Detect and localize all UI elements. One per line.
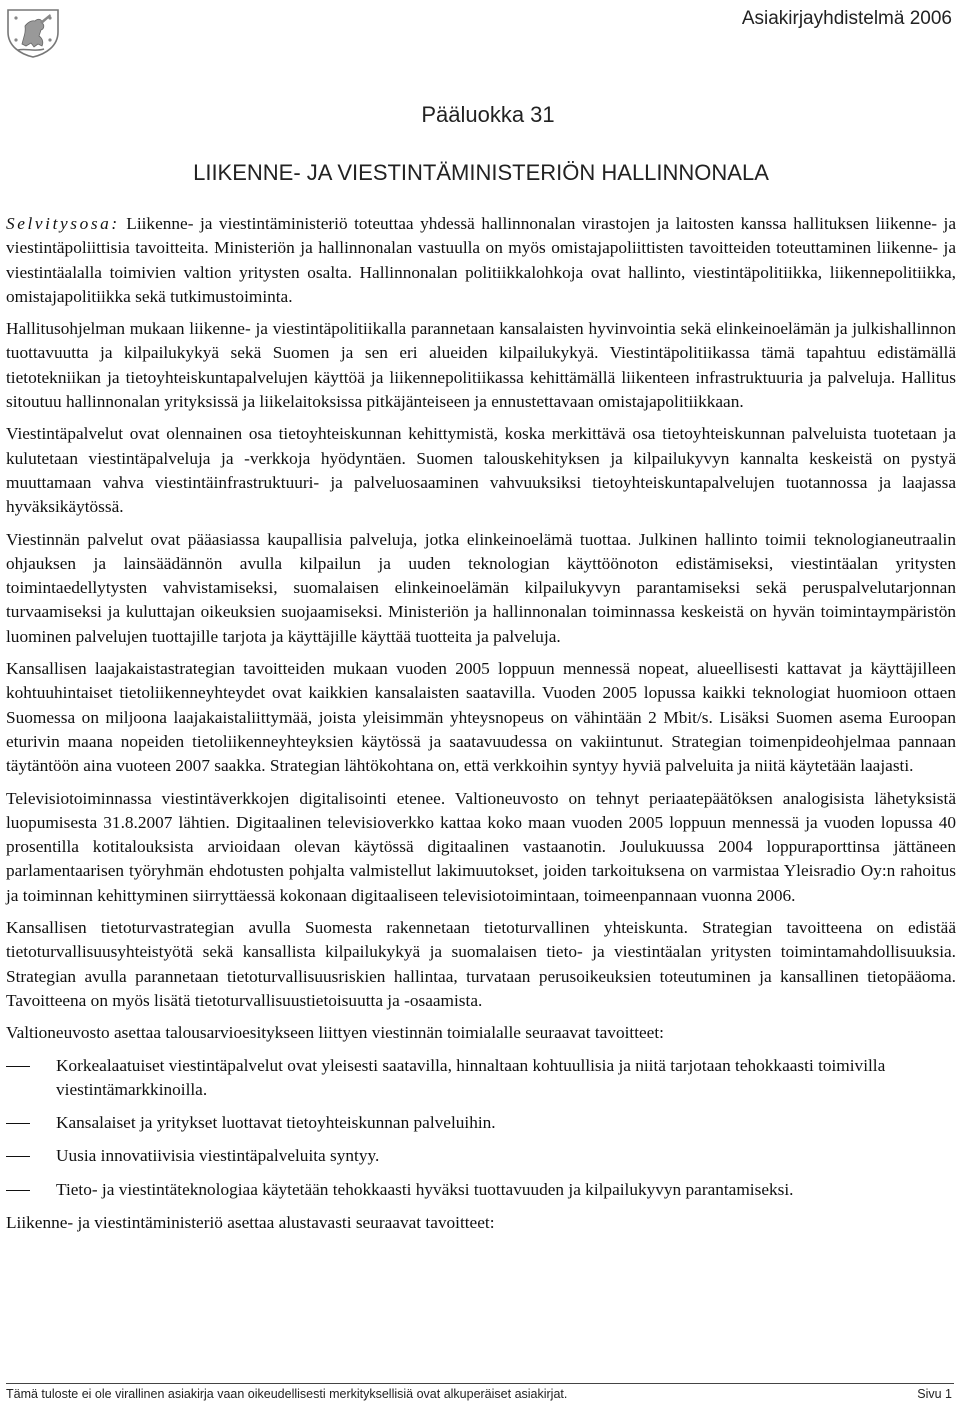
dash-bullet	[6, 1190, 30, 1191]
paragraph-broadband-strategy: Kansallisen laajakaistastrategian tavoitteiden mukaan vuoden 2005 loppuun mennessä nopeat, alueellisesti kattavat ja käyttäjilleen kohtuuhintaiset tietoliikenneyhteydet ovat kaikkien kansalaisten saatavilla. Vuoden 2005 lopussa kaikki teknologiat huomioon ottaen Suomessa on miljoona laajakaistaliittymää, joista yleisimmän yhteysnopeus on vähintään 2 Mbit/s. Lisäksi Suomen asema Euroopan eturivin maana nopeiden tietoliikenneyhteyksien käytössä ja saatavuudessa on vakiintunut. Strategian toimenpideohjelmaa pannaan täytäntöön aina vuoteen 2007 saakka. Strategian lähtökohtana on, että verkkoihin syntyy hyviä palveluita ja niitä käytetään laajasti.	[6, 659, 956, 776]
document-collection-title: Asiakirjayhdistelmä 2006	[741, 8, 952, 29]
goal-text: Uusia innovatiivisia viestintäpalveluita syntyy.	[56, 1146, 380, 1166]
paragraph-commercial-services: Viestinnän palvelut ovat pääasiassa kaupallisia palveluja, jotka elinkeinoelämä tuottaa. Julkinen hallinto toimii teknologianeutraalin ohjauksen ja lainsäädännön avulla kilpailun ja uuden teknologian käyttöönoton edistämiseksi, viestintäalan yritysten toimintaedellytysten vahvistamiseksi, suomalaisen elinkeinoelämän kilpailukyvyn parantamiseksi sekä peruspalvelutarjonnan turvaamiseksi ja kuluttajan oikeuksien suojaamiseksi. Ministeriön ja hallinnonalan toiminnassa keskeistä on hyvän toimintaympäristön luominen palvelujen tuottajille tarjota ja käyttäjille käyttää tuotteita ja palveluja.	[6, 529, 956, 646]
lead-paragraph	[6, 212, 956, 309]
dash-bullet	[6, 1156, 30, 1157]
list-item	[6, 1144, 956, 1168]
paragraph-ministry-goals-intro: Liikenne- ja viestintäministeriö asettaa alustavasti seuraavat tavoitteet:	[6, 1212, 495, 1232]
footer-divider	[6, 1383, 954, 1384]
lead-text: Liikenne- ja viestintäministeriö toteuttaa yhdessä hallinnonalan virastojen ja laitosten kanssa hallituksen liikenne- ja viestintäpoliittisia tavoitteita. Ministeriön ja hallinnonalan vastuulla on myös omistajapoliittisten tavoitteiden toteuttaminen liikenne- ja viestintäalalla toimivien valtion yritysten osalta. Hallinnonalan politiikkalohkoja ovat hallinto, viestintäpolitiikka, liikennepolitiikka, omistajapolitiikka sekä tutkimustoiminta.	[6, 214, 956, 306]
document-body	[6, 212, 956, 1243]
ministry-heading: LIIKENNE- JA VIESTINTÄMINISTERIÖN HALLINNONALA	[193, 160, 769, 185]
list-item	[6, 1178, 956, 1202]
page-number: Sivu 1	[917, 1387, 952, 1401]
main-class-heading: Pääluokka 31	[421, 102, 555, 127]
goal-text: Kansalaiset ja yritykset luottavat tietoyhteiskunnan palveluihin.	[56, 1113, 496, 1133]
goal-list	[6, 1054, 956, 1202]
goal-text: Korkealaatuiset viestintäpalvelut ovat yleisesti saatavilla, hinnaltaan kohtuullisia ja niitä tarjotaan tehokkaasti toimivilla viestintämarkkinoilla.	[56, 1055, 886, 1099]
paragraph-television-digitalisation: Televisiotoiminnassa viestintäverkkojen digitalisointi etenee. Valtioneuvosto on tehnyt periaatepäätöksen analogisista lähetyksistä luopumisesta 31.8.2007 lähtien. Digitaalinen televisioverkko kattaa koko maan vuoden 2005 loppuun mennessä ja vuoden lopussa 40 prosentilla kotitalouksista arvioidaan olevan käytössä digitaalinen vastaanotin. Joulukuussa 2004 loppuraporttinsa jättäneen parlamentaarisen työryhmän ehdotusten pohjalta valmistellut lakimuutokset, joiden tarkoituksena on varmistaa Yleisradio Oy:n rahoitus ja toiminnan kehittyminen siirryttäessä kokonaan digitaaliseen televisiotoimintaan, toimeenpannaan vuonna 2006.	[6, 788, 956, 905]
goal-text: Tieto- ja viestintäteknologiaa käytetään tehokkaasti hyväksi tuottavuuden ja kilpailukyvyn parantamiseksi.	[56, 1179, 794, 1199]
list-item	[6, 1111, 956, 1135]
finnish-coat-of-arms-lion-icon	[4, 6, 62, 58]
paragraph-government-programme: Hallitusohjelman mukaan liikenne- ja viestintäpolitiikalla parannetaan kansalaisten hyvinvointia sekä elinkeinoelämän ja julkishallinnon tuottavuutta ja kilpailukykyä sekä Suomen ja sen eri alueiden kilpailukykyä. Viestintäpolitiikassa tämä tapahtuu edistämällä tietotekniikan ja tietoyhteiskuntapalvelujen käyttöä ja liikennepolitiikassa kehittämällä liikenteen infrastruktuuria ja palveluja. Hallitus sitoutuu hallinnonalan yrityksissä ja liikelaitoksissa pitkäjänteiseen ja ennustettavaan omistajapolitiikkaan.	[6, 319, 956, 412]
list-item	[6, 1054, 956, 1103]
paragraph-communication-services: Viestintäpalvelut ovat olennainen osa tietoyhteiskunnan kehittymistä, koska merkittävä osa tietoyhteiskunnan palveluista tuotetaan ja kulutetaan viestintäpalveluja ja -verkkoja hyödyntäen. Suomen talouskehityksen ja kilpailukyvyn kannalta keskeistä on pystyä muuttamaan vahva viestintäinfrastruktuuri- ja palveluosaaminen vahvuuksiksi tietoyhteiskuntapalvelujen tuotannossa ja laajassa hyväksikäytössä.	[6, 424, 956, 517]
paragraph-goals-intro: Valtioneuvosto asettaa talousarvioesitykseen liittyen viestinnän toimialalle seuraavat tavoitteet:	[6, 1023, 664, 1043]
footer-disclaimer: Tämä tuloste ei ole virallinen asiakirja vaan oikeudellisesti merkityksellisiä ovat alkuperäiset asiakirjat.	[6, 1387, 568, 1401]
lead-label: Selvitysosa:	[6, 214, 120, 233]
dash-bullet	[6, 1123, 30, 1124]
paragraph-information-security-strategy: Kansallisen tietoturvastrategian avulla Suomesta rakennetaan tietoturvallinen yhteiskunta. Strategian tavoitteena on edistää tietoturvallisuusyhteistyötä sekä kansallista kilpailukykyä ja suomalaisen tieto- ja viestintäalan yritysten toimintamahdollisuuksia. Strategian avulla parannetaan tietoturvallisuusriskien hallintaa, turvataan perusoikeuksien toteutuminen ja kansallinen tietopääoma. Tavoitteena on myös lisätä tietoturvallisuustietoisuutta ja -osaamista.	[6, 918, 956, 1010]
dash-bullet	[6, 1066, 30, 1067]
